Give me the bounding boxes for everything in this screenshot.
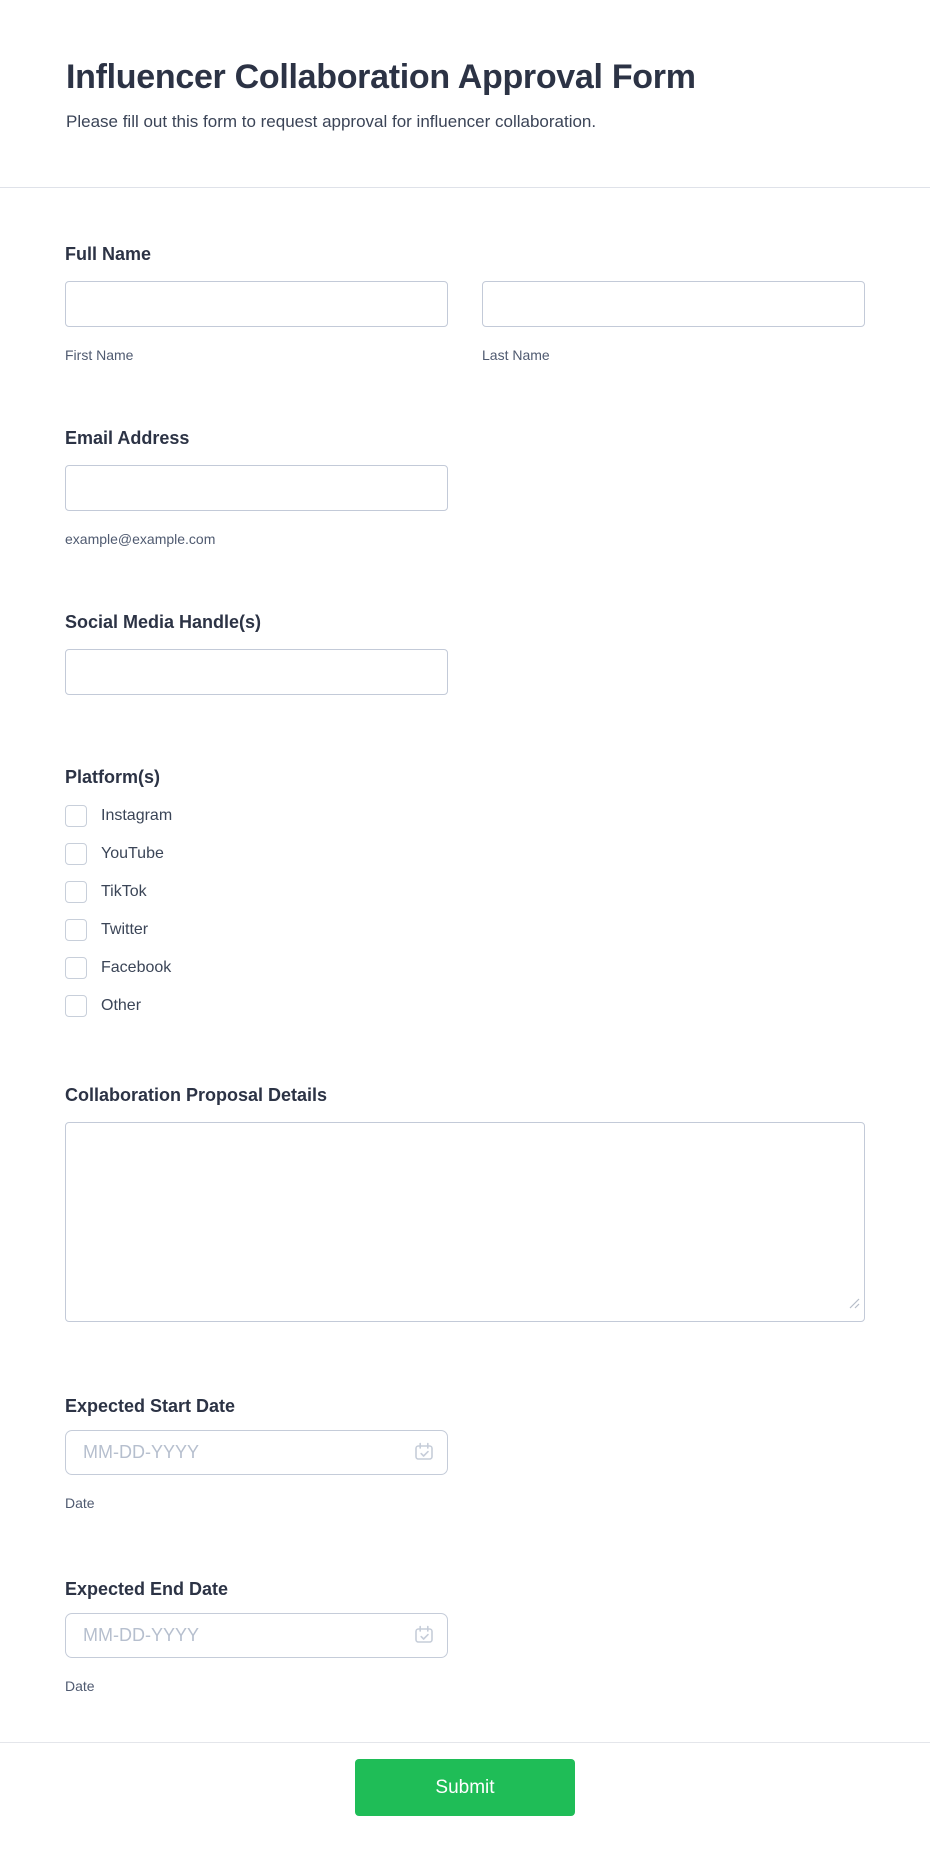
first-name-col: [65, 281, 448, 364]
checkbox-instagram[interactable]: [65, 805, 87, 827]
field-email: [65, 426, 865, 548]
platforms-label: Platform(s): [65, 767, 161, 787]
field-full-name: [65, 242, 865, 364]
last-name-sublabel: Last Name: [482, 347, 550, 363]
platform-row-youtube: [65, 843, 865, 865]
email-input-wrap: [65, 465, 865, 511]
form-header: [0, 0, 930, 134]
form-body: [0, 242, 930, 1695]
proposal-details-label: Collaboration Proposal Details: [65, 1085, 328, 1105]
field-start-date: [65, 1394, 865, 1512]
checkbox-other[interactable]: [65, 995, 87, 1017]
proposal-textarea-wrap: [65, 1122, 865, 1322]
platform-row-facebook: [65, 957, 865, 979]
calendar-check-icon: [413, 1634, 435, 1649]
end-date-calendar-button[interactable]: [413, 1624, 435, 1646]
email-sublabel: example@example.com: [65, 531, 216, 547]
last-name-col: [482, 281, 865, 364]
platforms-checkbox-list: [65, 805, 865, 1017]
end-date-input[interactable]: [65, 1613, 448, 1658]
platform-row-instagram: [65, 805, 865, 827]
field-proposal-details: [65, 1083, 865, 1322]
end-date-sublabel: Date: [65, 1678, 95, 1694]
start-date-input-wrap: [65, 1430, 448, 1475]
checkbox-label-tiktok: TikTok: [101, 883, 147, 900]
end-date-input-wrap: [65, 1613, 448, 1658]
platform-row-tiktok: [65, 881, 865, 903]
social-media-input-wrap: [65, 649, 865, 695]
start-date-calendar-button[interactable]: [413, 1441, 435, 1463]
platform-row-twitter: [65, 919, 865, 941]
checkbox-label-other: Other: [101, 997, 142, 1014]
field-end-date: [65, 1577, 865, 1695]
form-title: Influencer Collaboration Approval Form: [66, 58, 696, 96]
start-date-sublabel: Date: [65, 1495, 95, 1511]
resize-grip-icon[interactable]: [849, 1296, 860, 1314]
first-name-sublabel: First Name: [65, 347, 134, 363]
email-input[interactable]: [65, 465, 448, 511]
start-date-input[interactable]: [65, 1430, 448, 1475]
start-date-label: Expected Start Date: [65, 1396, 236, 1416]
proposal-textarea[interactable]: [65, 1122, 865, 1322]
submit-button[interactable]: Submit: [355, 1759, 575, 1816]
first-name-input[interactable]: [65, 281, 448, 327]
calendar-check-icon: [413, 1451, 435, 1466]
header-divider: [0, 187, 930, 188]
submit-divider: [0, 1742, 930, 1743]
checkbox-facebook[interactable]: [65, 957, 87, 979]
email-label: Email Address: [65, 428, 190, 448]
full-name-label: Full Name: [65, 244, 152, 264]
full-name-inputs-row: [65, 281, 865, 364]
end-date-label: Expected End Date: [65, 1579, 229, 1599]
platform-row-other: [65, 995, 865, 1017]
checkbox-youtube[interactable]: [65, 843, 87, 865]
field-social-media-handles: [65, 610, 865, 695]
field-platforms: [65, 765, 865, 1017]
last-name-input[interactable]: [482, 281, 865, 327]
checkbox-label-facebook: Facebook: [101, 959, 172, 976]
social-media-input[interactable]: [65, 649, 448, 695]
form-subtitle: Please fill out this form to request approval for influencer collaboration.: [66, 112, 597, 131]
checkbox-label-twitter: Twitter: [101, 921, 149, 938]
checkbox-label-youtube: YouTube: [101, 845, 164, 862]
checkbox-twitter[interactable]: [65, 919, 87, 941]
checkbox-label-instagram: Instagram: [101, 807, 173, 824]
checkbox-tiktok[interactable]: [65, 881, 87, 903]
social-media-label: Social Media Handle(s): [65, 612, 262, 632]
